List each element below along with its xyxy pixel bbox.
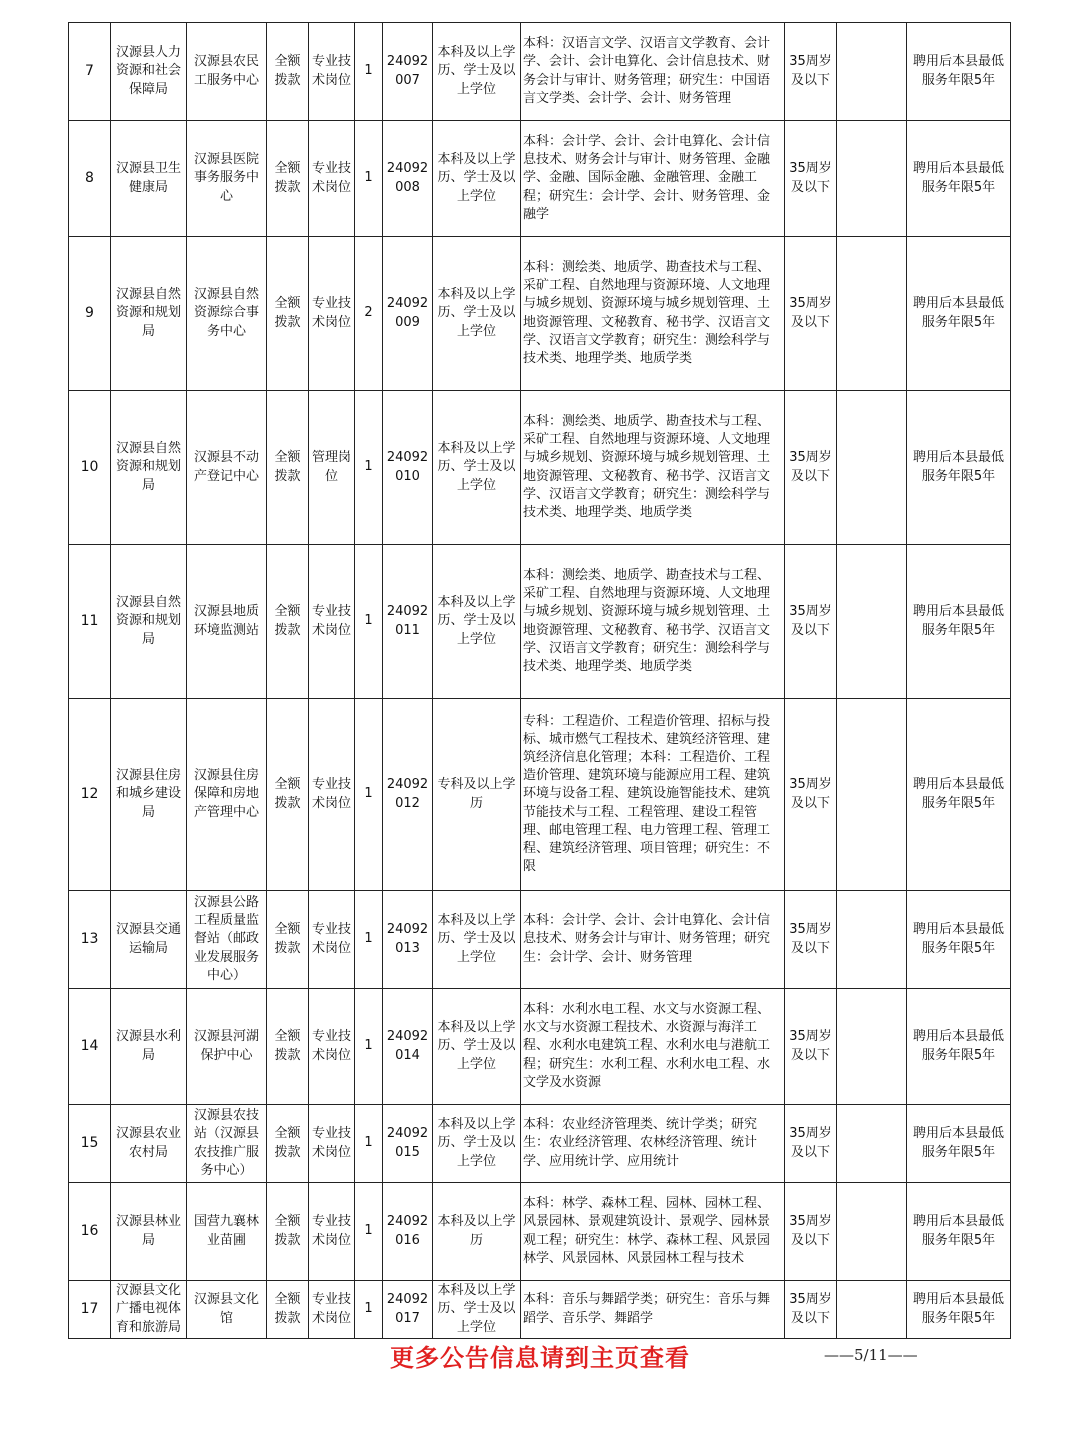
table-row xyxy=(69,989,1011,1105)
department-name: 汉源县农业农村局 xyxy=(111,1105,187,1183)
other-requirement xyxy=(837,545,907,699)
age-requirement: 35周岁及以下 xyxy=(785,237,837,391)
unit-name: 汉源县农技站（汉源县农技推广服务中心） xyxy=(187,1105,267,1183)
remark: 聘用后本县最低服务年限5年 xyxy=(907,23,1011,121)
post-type: 专业技术岗位 xyxy=(309,699,355,891)
age-requirement: 35周岁及以下 xyxy=(785,1183,837,1281)
funding-type: 全额拨款 xyxy=(267,545,309,699)
post-type: 专业技术岗位 xyxy=(309,891,355,989)
post-code: 24092007 xyxy=(383,23,433,121)
table-row xyxy=(69,699,1011,891)
funding-type: 全额拨款 xyxy=(267,1105,309,1183)
post-code: 24092009 xyxy=(383,237,433,391)
department-name: 汉源县自然资源和规划局 xyxy=(111,237,187,391)
remark: 聘用后本县最低服务年限5年 xyxy=(907,1105,1011,1183)
row-number: 13 xyxy=(69,891,111,989)
major-requirement: 本科：会计学、会计、会计电算化、会计信息技术、财务会计与审计、财务管理、金融学、金融、国际金融、金融管理、金融工程；研究生：会计学、会计、财务管理、金融学 xyxy=(521,121,785,237)
department-name: 汉源县住房和城乡建设局 xyxy=(111,699,187,891)
funding-type: 全额拨款 xyxy=(267,989,309,1105)
row-number: 9 xyxy=(69,237,111,391)
post-type: 专业技术岗位 xyxy=(309,1105,355,1183)
row-number: 7 xyxy=(69,23,111,121)
table-row xyxy=(69,237,1011,391)
age-requirement: 35周岁及以下 xyxy=(785,391,837,545)
funding-type: 全额拨款 xyxy=(267,891,309,989)
recruitment-table xyxy=(68,22,1011,1339)
remark: 聘用后本县最低服务年限5年 xyxy=(907,545,1011,699)
unit-name: 汉源县农民工服务中心 xyxy=(187,23,267,121)
hire-count: 1 xyxy=(355,1105,383,1183)
post-code: 24092017 xyxy=(383,1281,433,1339)
post-code: 24092015 xyxy=(383,1105,433,1183)
other-requirement xyxy=(837,1281,907,1339)
age-requirement: 35周岁及以下 xyxy=(785,545,837,699)
unit-name: 汉源县文化馆 xyxy=(187,1281,267,1339)
hire-count: 1 xyxy=(355,1281,383,1339)
table-row xyxy=(69,891,1011,989)
funding-type: 全额拨款 xyxy=(267,391,309,545)
remark: 聘用后本县最低服务年限5年 xyxy=(907,121,1011,237)
other-requirement xyxy=(837,989,907,1105)
post-code: 24092011 xyxy=(383,545,433,699)
post-code: 24092010 xyxy=(383,391,433,545)
post-code: 24092013 xyxy=(383,891,433,989)
education-requirement: 本科及以上学历、学士及以上学位 xyxy=(433,237,521,391)
hire-count: 1 xyxy=(355,545,383,699)
department-name: 汉源县水利局 xyxy=(111,989,187,1105)
education-requirement: 本科及以上学历 xyxy=(433,1183,521,1281)
post-type: 专业技术岗位 xyxy=(309,237,355,391)
post-type: 专业技术岗位 xyxy=(309,121,355,237)
department-name: 汉源县卫生健康局 xyxy=(111,121,187,237)
other-requirement xyxy=(837,891,907,989)
hire-count: 1 xyxy=(355,989,383,1105)
remark: 聘用后本县最低服务年限5年 xyxy=(907,1281,1011,1339)
department-name: 汉源县人力资源和社会保障局 xyxy=(111,23,187,121)
post-code: 24092014 xyxy=(383,989,433,1105)
hire-count: 1 xyxy=(355,121,383,237)
other-requirement xyxy=(837,391,907,545)
education-requirement: 本科及以上学历、学士及以上学位 xyxy=(433,989,521,1105)
funding-type: 全额拨款 xyxy=(267,1183,309,1281)
table-row xyxy=(69,545,1011,699)
department-name: 汉源县文化广播电视体育和旅游局 xyxy=(111,1281,187,1339)
education-requirement: 本科及以上学历、学士及以上学位 xyxy=(433,121,521,237)
major-requirement: 本科：测绘类、地质学、勘查技术与工程、采矿工程、自然地理与资源环境、人文地理与城乡规划、资源环境与城乡规划管理、土地资源管理、文秘教育、秘书学、汉语言文学、汉语言文学教育；研究生：测绘科学与技术类、地理学类、地质学类 xyxy=(521,545,785,699)
post-code: 24092016 xyxy=(383,1183,433,1281)
footer-note: 更多公告信息请到主页查看 xyxy=(390,1344,690,1372)
post-type: 专业技术岗位 xyxy=(309,1183,355,1281)
major-requirement: 本科：水利水电工程、水文与水资源工程、水文与水资源工程技术、水资源与海洋工程、水利水电建筑工程、水利水电与港航工程；研究生：水利工程、水利水电工程、水文学及水资源 xyxy=(521,989,785,1105)
age-requirement: 35周岁及以下 xyxy=(785,989,837,1105)
other-requirement xyxy=(837,1105,907,1183)
table-row xyxy=(69,1183,1011,1281)
table-row xyxy=(69,1105,1011,1183)
major-requirement: 本科：测绘类、地质学、勘查技术与工程、采矿工程、自然地理与资源环境、人文地理与城乡规划、资源环境与城乡规划管理、土地资源管理、文秘教育、秘书学、汉语言文学、汉语言文学教育；研究生：测绘科学与技术类、地理学类、地质学类 xyxy=(521,391,785,545)
remark: 聘用后本县最低服务年限5年 xyxy=(907,237,1011,391)
education-requirement: 本科及以上学历、学士及以上学位 xyxy=(433,891,521,989)
major-requirement: 本科：音乐与舞蹈学类；研究生：音乐与舞蹈学、音乐学、舞蹈学 xyxy=(521,1281,785,1339)
other-requirement xyxy=(837,23,907,121)
post-type: 专业技术岗位 xyxy=(309,23,355,121)
education-requirement: 本科及以上学历、学士及以上学位 xyxy=(433,1281,521,1339)
other-requirement xyxy=(837,237,907,391)
hire-count: 2 xyxy=(355,237,383,391)
unit-name: 汉源县医院事务服务中心 xyxy=(187,121,267,237)
remark: 聘用后本县最低服务年限5年 xyxy=(907,891,1011,989)
table-row xyxy=(69,121,1011,237)
post-type: 专业技术岗位 xyxy=(309,989,355,1105)
hire-count: 1 xyxy=(355,1183,383,1281)
major-requirement: 本科：林学、森林工程、园林、园林工程、风景园林、景观建筑设计、景观学、园林景观工程；研究生：林学、森林工程、风景园林学、风景园林、风景园林工程与技术 xyxy=(521,1183,785,1281)
table-row xyxy=(69,391,1011,545)
funding-type: 全额拨款 xyxy=(267,121,309,237)
row-number: 17 xyxy=(69,1281,111,1339)
age-requirement: 35周岁及以下 xyxy=(785,121,837,237)
row-number: 15 xyxy=(69,1105,111,1183)
row-number: 11 xyxy=(69,545,111,699)
unit-name: 汉源县地质环境监测站 xyxy=(187,545,267,699)
major-requirement: 本科：会计学、会计、会计电算化、会计信息技术、财务会计与审计、财务管理；研究生：会计学、会计、财务管理 xyxy=(521,891,785,989)
post-type: 管理岗位 xyxy=(309,391,355,545)
unit-name: 国营九襄林业苗圃 xyxy=(187,1183,267,1281)
other-requirement xyxy=(837,699,907,891)
post-type: 专业技术岗位 xyxy=(309,545,355,699)
other-requirement xyxy=(837,1183,907,1281)
post-type: 专业技术岗位 xyxy=(309,1281,355,1339)
row-number: 10 xyxy=(69,391,111,545)
hire-count: 1 xyxy=(355,699,383,891)
unit-name: 汉源县住房保障和房地产管理中心 xyxy=(187,699,267,891)
funding-type: 全额拨款 xyxy=(267,699,309,891)
remark: 聘用后本县最低服务年限5年 xyxy=(907,699,1011,891)
education-requirement: 专科及以上学历 xyxy=(433,699,521,891)
hire-count: 1 xyxy=(355,891,383,989)
major-requirement: 专科：工程造价、工程造价管理、招标与投标、城市燃气工程技术、建筑经济管理、建筑经济信息化管理；本科：工程造价、工程造价管理、建筑环境与能源应用工程、建筑环境与设备工程、建筑设施智能技术、建筑节能技术与工程、工程管理、建设工程管理、邮电管理工程、电力管理工程、管理工程、建筑经济管理、项目管理；研究生：不限 xyxy=(521,699,785,891)
education-requirement: 本科及以上学历、学士及以上学位 xyxy=(433,391,521,545)
department-name: 汉源县自然资源和规划局 xyxy=(111,391,187,545)
post-code: 24092008 xyxy=(383,121,433,237)
department-name: 汉源县自然资源和规划局 xyxy=(111,545,187,699)
age-requirement: 35周岁及以下 xyxy=(785,699,837,891)
hire-count: 1 xyxy=(355,391,383,545)
major-requirement: 本科：汉语言文学、汉语言文学教育、会计学、会计、会计电算化、会计信息技术、财务会计与审计、财务管理；研究生：中国语言文学类、会计学、会计、财务管理 xyxy=(521,23,785,121)
department-name: 汉源县交通运输局 xyxy=(111,891,187,989)
education-requirement: 本科及以上学历、学士及以上学位 xyxy=(433,545,521,699)
department-name: 汉源县林业局 xyxy=(111,1183,187,1281)
unit-name: 汉源县不动产登记中心 xyxy=(187,391,267,545)
page-number: ——5/11—— xyxy=(824,1346,918,1364)
age-requirement: 35周岁及以下 xyxy=(785,23,837,121)
unit-name: 汉源县自然资源综合事务中心 xyxy=(187,237,267,391)
major-requirement: 本科：农业经济管理类、统计学类；研究生：农业经济管理、农林经济管理、统计学、应用统计学、应用统计 xyxy=(521,1105,785,1183)
remark: 聘用后本县最低服务年限5年 xyxy=(907,989,1011,1105)
row-number: 16 xyxy=(69,1183,111,1281)
row-number: 8 xyxy=(69,121,111,237)
table-row xyxy=(69,23,1011,121)
unit-name: 汉源县河湖保护中心 xyxy=(187,989,267,1105)
post-code: 24092012 xyxy=(383,699,433,891)
major-requirement: 本科：测绘类、地质学、勘查技术与工程、采矿工程、自然地理与资源环境、人文地理与城乡规划、资源环境与城乡规划管理、土地资源管理、文秘教育、秘书学、汉语言文学、汉语言文学教育；研究生：测绘科学与技术类、地理学类、地质学类 xyxy=(521,237,785,391)
table-row xyxy=(69,1281,1011,1339)
age-requirement: 35周岁及以下 xyxy=(785,1105,837,1183)
remark: 聘用后本县最低服务年限5年 xyxy=(907,1183,1011,1281)
age-requirement: 35周岁及以下 xyxy=(785,891,837,989)
funding-type: 全额拨款 xyxy=(267,1281,309,1339)
education-requirement: 本科及以上学历、学士及以上学位 xyxy=(433,1105,521,1183)
other-requirement xyxy=(837,121,907,237)
age-requirement: 35周岁及以下 xyxy=(785,1281,837,1339)
row-number: 14 xyxy=(69,989,111,1105)
remark: 聘用后本县最低服务年限5年 xyxy=(907,391,1011,545)
education-requirement: 本科及以上学历、学士及以上学位 xyxy=(433,23,521,121)
unit-name: 汉源县公路工程质量监督站（邮政业发展服务中心） xyxy=(187,891,267,989)
funding-type: 全额拨款 xyxy=(267,237,309,391)
row-number: 12 xyxy=(69,699,111,891)
funding-type: 全额拨款 xyxy=(267,23,309,121)
hire-count: 1 xyxy=(355,23,383,121)
